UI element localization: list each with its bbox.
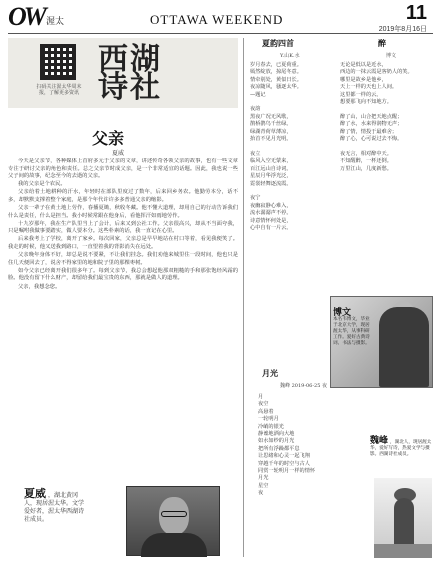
qr-caption: 扫码关注渥太华周末报，了解更多资讯: [36, 84, 82, 96]
author-photo: [126, 486, 220, 556]
logo-subtitle: 渥太: [46, 17, 65, 27]
left-column: [8, 38, 238, 558]
poet-bio-text: 本名韦博文，毕业于北京大学，现居渥太华，从事科研工作。爱好古典诗词、书法与摄影。: [333, 317, 370, 346]
poem-section-title-2: 醉: [378, 38, 386, 48]
poet-photo-2: [374, 478, 432, 558]
newspaper-title: OTTAWA WEEKEND: [150, 12, 284, 27]
poet-name: 博文: [333, 308, 352, 318]
poet-figure: [379, 307, 429, 387]
article-paragraph: 父亲给着土地耕种的汗水，年轻时在部队里度过了数年，后来回乡务农。他勤劳本分，话不多，却默默支撑着整个家庭，是那个年代许许多多普通父亲的缩影。: [8, 189, 238, 203]
column-divider: [243, 38, 244, 557]
grass-field: [374, 544, 432, 558]
article-title: 父亲: [92, 129, 125, 148]
glasses-icon: [161, 511, 187, 517]
issue-date: 2019年8月16日: [378, 26, 427, 33]
poem-section-title: 夏韵四首: [262, 38, 294, 48]
article-body: [8, 158, 238, 478]
poet-bio-text-2: ，湖北人，现居渥太华，爱好写诗，热爱文学与摄影。西湖诗社成员。: [370, 440, 432, 458]
article-paragraph: 父亲，我想念您。: [18, 283, 61, 290]
author-bio: [24, 487, 86, 524]
article-paragraph: 父亲晚年身体不好，却总是说不要紧，不让我们挂念。我们劝他来城里住一段时间，他也只是住几天便回去了，说舍不得家里的地和院子里的那棵枣树。: [8, 252, 238, 266]
poet-figure-2: [394, 498, 414, 548]
qr-code-icon[interactable]: [40, 44, 76, 80]
page-number: 11: [405, 2, 427, 24]
masthead: [0, 0, 441, 34]
article-paragraph: 今天是父亲节，各种媒体上首府多元于父亲的文章，讲述传奇各领父亲的故事，也有一些文章专注于研讨父亲的角色和责任。总之父亲节时成父亲，是一个非常适宜的话题。因此，我也说一些父子间的故事，纪念至今的去逝的父亲。: [8, 158, 238, 180]
author-card: [8, 486, 238, 558]
poem-text-summer: 岁月春去，已夏荷重。 嫣然绽放，掠尾冬意。 情牵别处，黄似日长。 夜凉随风，骚逐太华。 —题记 夜韵 黑夜广况无风歌， 鹊桥鹊鸟千丝绿。 绿湖青荷草薄凉， 抬首不见月光明。 夜立 临风入空无蒙来， 百江远山自诗词。 星辰月华浮光泛， 霓裳轻舞逐流霞。 夜宁 夜幽寂静心难入， 流水潺潺声不停。 诗意情怀何处是， 心中自有一片云。: [250, 62, 302, 231]
article-paragraph: 如今父亲已经离开我们很多年了。每到父亲节，我总会想起他那双粗糙的手和那张饱经风霜的脸。他没有留下什么财产，却留给我们最宝贵的东西，那就是做人的道理。: [8, 267, 238, 282]
poem-byline-2: 博文: [386, 53, 397, 59]
article-paragraph: 我的父亲是个农民。: [18, 181, 66, 188]
poet-name-2: 魏峰: [370, 436, 389, 446]
poem-text-drunk: 无论是低以是近水， 西边的一抹云霞是客奶人的笑。 哪里是故乡是他乡， 天上一样的天也上人间。 这里都一样的云。 想要那飞向不知地方。 醉了山，山合把天地点醒； 醉了水，水来得润物无声； 醉了情，情投于最难舍； 醉了心，心可说过去不悔。 夜无言，相对醉中天。 不知醒醉，一杯还倒。 万里江山，几度新愁。: [340, 62, 413, 172]
poet-bio-2: [370, 438, 433, 459]
poet-bio-card-2: [370, 438, 433, 558]
moonlight-poem-text: 月 夜空 高悬着 一轮明月 冷峭的银光 静谧地洒向大地 如水如纱的月光 把所有浮躁都平息 让思绪和心灵一起飞翔 穿越千年的时空与古人 同赏一轮明月一样的情怀 月光 星空 夜: [258, 394, 316, 497]
author-body: [141, 533, 207, 557]
author-bio-text: ，湖北黄冈人，现居渥太华。文学爱好者，渥太华西湖诗社成员。: [24, 492, 85, 523]
article-author: 夏威: [112, 150, 125, 157]
moonlight-poem-byline: 魏峰 2019-06-25 夜: [280, 383, 328, 389]
banner-title-line-1: 西湖: [98, 42, 162, 77]
ottawa-weekend-logo: OW: [8, 2, 44, 31]
article-paragraph: 父亲一辈子在黄土地上劳作，春播夏锄，秋收冬藏。他不懂大道理，却用自己的行动告诉我们什么是责任，什么是担当。我小时候常跟在他身后，看他挥汗如雨地劳作。: [8, 205, 238, 219]
banner-title: [98, 42, 218, 105]
poem-byline: Y.山K.水: [280, 53, 300, 59]
banner-title-line-2: 诗社: [98, 70, 162, 105]
author-name: 夏威: [24, 487, 46, 500]
moonlight-poem-title: 月光: [262, 368, 278, 378]
article-paragraph: 后来我考上了学校，离开了家乡。每次回家，父亲总是早早地站在村口等着，看见我便笑了。我走的时候，他又送我到路口，一直望着我的背影消失在远处。: [8, 236, 238, 251]
header-rule: [8, 33, 433, 34]
poetry-society-banner: [8, 38, 238, 108]
article-paragraph: 十九岁那年，我在生产队里当上了会计，后来又到公社工作。父亲很高兴，却从不当面夸我，只是嘱咐我做事要踏实，做人要本分。这些朴素的话，我一直记在心里。: [8, 220, 238, 235]
poet-bio-card: [330, 296, 433, 388]
right-column: [250, 38, 433, 558]
